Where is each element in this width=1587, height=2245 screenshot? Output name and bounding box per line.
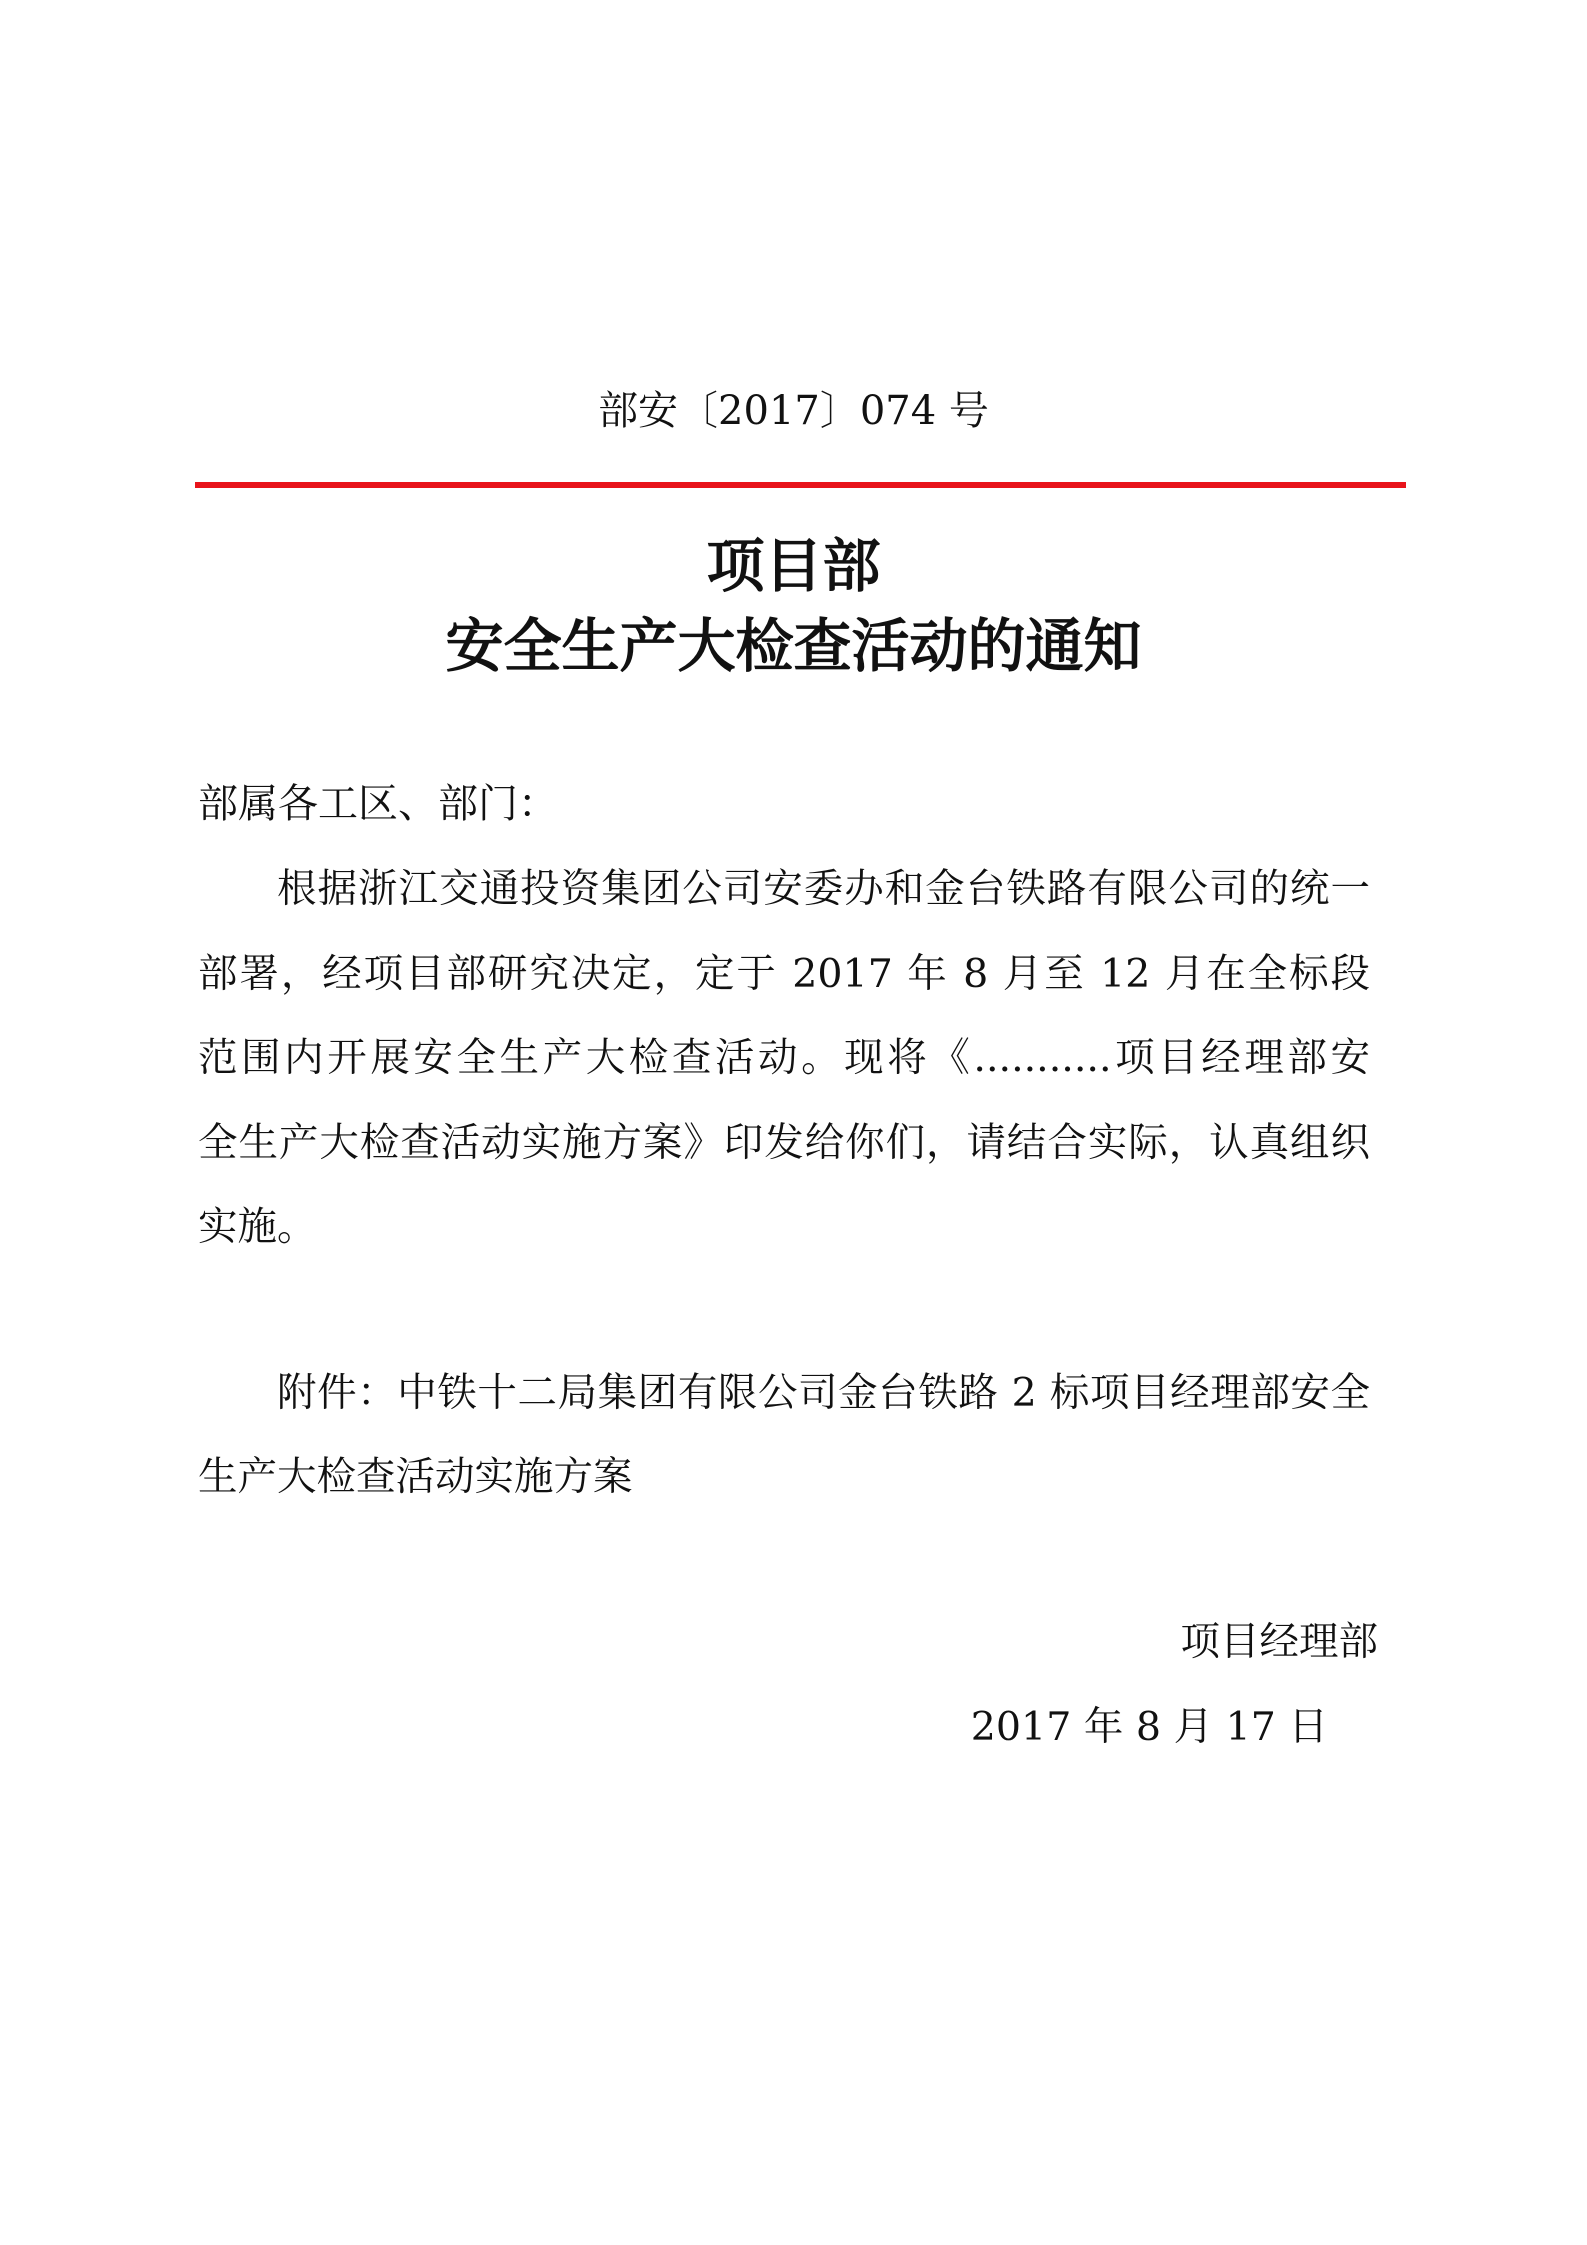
attachment-line: 附件：中铁十二局集团有限公司金台铁路 2 标项目经理部安全 — [277, 1370, 1370, 1416]
issue-date: 2017 年 8 月 17 日 — [970, 1704, 1328, 1750]
body-paragraph — [198, 847, 1370, 1270]
body-line: 部署，经项目部研究决定，定于 2017 年 8 月至 12 月在全标段 — [198, 950, 1370, 997]
salutation: 部属各工区、部门： — [198, 781, 558, 827]
body-line: 全生产大检查活动实施方案》印发给你们，请结合实际，认真组织 — [198, 1119, 1370, 1166]
title-line-1: 项目部 — [706, 532, 881, 600]
attachment-line: 生产大检查活动实施方案 — [198, 1453, 633, 1500]
body-line: 根据浙江交通投资集团公司安委办和金台铁路有限公司的统一 — [277, 866, 1370, 912]
body-line: 范围内开展安全生产大检查活动。现将《...........项目经理部安 — [198, 1035, 1370, 1081]
attachment-note — [198, 1352, 1370, 1519]
issuer-signature: 项目经理部 — [1180, 1619, 1378, 1665]
document-number: 部安〔2017〕074 号 — [598, 388, 989, 434]
red-header-rule — [195, 482, 1406, 488]
body-line: 实施。 — [198, 1204, 317, 1250]
title-line-2: 安全生产大检查活动的通知 — [445, 612, 1142, 680]
